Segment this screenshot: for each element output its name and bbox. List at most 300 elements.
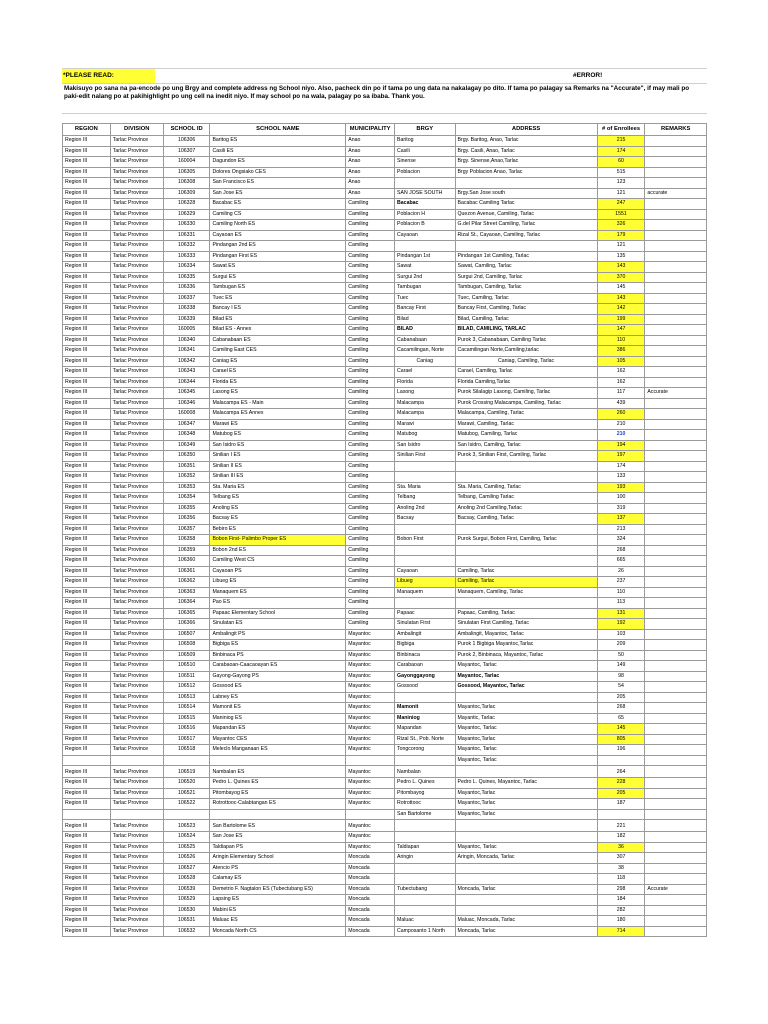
school-id-cell[interactable]: 106539 bbox=[163, 884, 210, 895]
region-cell[interactable]: Region III bbox=[63, 167, 111, 178]
brgy-cell[interactable]: Cabanabaan bbox=[395, 335, 455, 346]
school-id-cell[interactable]: 106360 bbox=[163, 556, 210, 567]
school-name-cell[interactable]: Sawat ES bbox=[210, 262, 346, 273]
division-cell[interactable]: Tarlac Province bbox=[110, 230, 163, 241]
school-name-cell[interactable]: Papaac Elementary School bbox=[210, 608, 346, 619]
address-cell[interactable]: Aringin, Moncada, Tarlac bbox=[455, 853, 597, 864]
remarks-cell[interactable] bbox=[645, 451, 707, 462]
school-id-cell[interactable]: 106507 bbox=[163, 629, 210, 640]
municipality-cell[interactable]: Camiling bbox=[346, 493, 395, 504]
brgy-cell[interactable]: Bacabac bbox=[395, 199, 455, 210]
division-cell[interactable]: Tarlac Province bbox=[110, 556, 163, 567]
school-id-cell[interactable]: 106308 bbox=[163, 178, 210, 189]
municipality-cell[interactable]: Anao bbox=[346, 157, 395, 168]
region-cell[interactable]: Region III bbox=[63, 440, 111, 451]
division-cell[interactable]: Tarlac Province bbox=[110, 874, 163, 885]
remarks-cell[interactable] bbox=[645, 346, 707, 357]
enrollees-cell[interactable]: 228 bbox=[597, 778, 645, 789]
address-cell[interactable]: Sinulatan First Camiling, Tarlac bbox=[455, 619, 597, 630]
enrollees-cell[interactable]: 184 bbox=[597, 895, 645, 906]
enrollees-cell[interactable]: 307 bbox=[597, 853, 645, 864]
enrollees-cell[interactable]: 54 bbox=[597, 682, 645, 693]
enrollees-cell[interactable]: 221 bbox=[597, 820, 645, 832]
remarks-cell[interactable] bbox=[645, 926, 707, 937]
municipality-cell[interactable]: Mayantoc bbox=[346, 799, 395, 810]
school-id-cell[interactable]: 106361 bbox=[163, 566, 210, 577]
school-name-cell[interactable]: Sinilian I ES bbox=[210, 451, 346, 462]
remarks-cell[interactable] bbox=[645, 650, 707, 661]
division-cell[interactable]: Tarlac Province bbox=[110, 440, 163, 451]
division-cell[interactable]: Tarlac Province bbox=[110, 514, 163, 525]
division-cell[interactable]: Tarlac Province bbox=[110, 388, 163, 399]
brgy-cell[interactable]: Libueg bbox=[395, 577, 455, 588]
region-cell[interactable]: Region III bbox=[63, 598, 111, 609]
school-id-cell[interactable]: 106352 bbox=[163, 472, 210, 483]
region-cell[interactable]: Region III bbox=[63, 556, 111, 567]
municipality-cell[interactable]: Moncada bbox=[346, 916, 395, 927]
division-cell[interactable]: Tarlac Province bbox=[110, 262, 163, 273]
remarks-cell[interactable] bbox=[645, 832, 707, 843]
enrollees-cell[interactable]: 142 bbox=[597, 304, 645, 315]
enrollees-cell[interactable]: 110 bbox=[597, 335, 645, 346]
remarks-cell[interactable] bbox=[645, 461, 707, 472]
region-cell[interactable]: Region III bbox=[63, 314, 111, 325]
school-id-cell[interactable]: 160004 bbox=[163, 157, 210, 168]
school-name-cell[interactable] bbox=[210, 809, 346, 820]
region-cell[interactable]: Region III bbox=[63, 671, 111, 682]
school-id-cell[interactable]: 106512 bbox=[163, 682, 210, 693]
school-id-cell[interactable]: 106330 bbox=[163, 220, 210, 231]
region-cell[interactable]: Region III bbox=[63, 788, 111, 799]
remarks-cell[interactable] bbox=[645, 262, 707, 273]
address-cell[interactable]: Purok Surgui, Bobon First, Camiling, Tarlac bbox=[455, 535, 597, 546]
please-read-cell[interactable]: *PLEASE READ: bbox=[62, 69, 155, 83]
school-id-cell[interactable]: 106351 bbox=[163, 461, 210, 472]
division-cell[interactable]: Tarlac Province bbox=[110, 272, 163, 283]
municipality-cell[interactable]: Camiling bbox=[346, 283, 395, 294]
enrollees-cell[interactable]: 38 bbox=[597, 863, 645, 874]
remarks-cell[interactable]: accurate bbox=[645, 188, 707, 199]
division-cell[interactable]: Tarlac Province bbox=[110, 587, 163, 598]
region-cell[interactable]: Region III bbox=[63, 703, 111, 714]
address-cell[interactable]: Ambalingit, Mayantoc, Tarlac bbox=[455, 629, 597, 640]
region-cell[interactable]: Region III bbox=[63, 566, 111, 577]
address-cell[interactable]: Mayantoc,Tarlac bbox=[455, 703, 597, 714]
remarks-cell[interactable] bbox=[645, 524, 707, 535]
brgy-cell[interactable]: Telbang bbox=[395, 493, 455, 504]
region-cell[interactable]: Region III bbox=[63, 430, 111, 441]
address-cell[interactable]: Gossood, Mayantoc, Tarlac bbox=[455, 682, 597, 693]
division-cell[interactable]: Tarlac Province bbox=[110, 178, 163, 189]
remarks-cell[interactable] bbox=[645, 146, 707, 157]
school-name-cell[interactable]: Camiling East CES bbox=[210, 346, 346, 357]
region-cell[interactable]: Region III bbox=[63, 650, 111, 661]
school-id-cell[interactable]: 106508 bbox=[163, 640, 210, 651]
school-id-cell[interactable]: 106531 bbox=[163, 916, 210, 927]
brgy-cell[interactable]: Carabaoan bbox=[395, 661, 455, 672]
address-cell[interactable]: Moncada, Tarlac bbox=[455, 926, 597, 937]
division-cell[interactable]: Tarlac Province bbox=[110, 724, 163, 735]
school-name-cell[interactable]: Maluac ES bbox=[210, 916, 346, 927]
school-name-cell[interactable]: Baritog ES bbox=[210, 136, 346, 147]
region-cell[interactable]: Region III bbox=[63, 241, 111, 252]
school-name-cell[interactable]: Tuec ES bbox=[210, 293, 346, 304]
school-name-cell[interactable]: Malacampa ES Annex bbox=[210, 409, 346, 420]
school-name-cell[interactable]: Pedro L. Quines ES bbox=[210, 778, 346, 789]
brgy-cell[interactable] bbox=[395, 832, 455, 843]
remarks-cell[interactable] bbox=[645, 577, 707, 588]
address-cell[interactable]: Quezon Avenue, Camiling, Tarlac bbox=[455, 209, 597, 220]
enrollees-cell[interactable]: 147 bbox=[597, 325, 645, 336]
brgy-cell[interactable]: Surgui 2nd bbox=[395, 272, 455, 283]
remarks-cell[interactable] bbox=[645, 493, 707, 504]
remarks-cell[interactable] bbox=[645, 853, 707, 864]
school-id-header[interactable]: SCHOOL ID bbox=[163, 124, 210, 136]
school-name-cell[interactable]: Aringin Elementary School bbox=[210, 853, 346, 864]
school-id-cell[interactable]: 106358 bbox=[163, 535, 210, 546]
brgy-cell[interactable] bbox=[395, 755, 455, 766]
brgy-cell[interactable]: Bigbiga bbox=[395, 640, 455, 651]
remarks-cell[interactable]: Accurate bbox=[645, 884, 707, 895]
brgy-cell[interactable]: Pitombayog bbox=[395, 788, 455, 799]
enrollees-cell[interactable]: 110 bbox=[597, 587, 645, 598]
remarks-cell[interactable] bbox=[645, 703, 707, 714]
region-cell[interactable]: Region III bbox=[63, 209, 111, 220]
remarks-cell[interactable] bbox=[645, 209, 707, 220]
school-id-cell[interactable]: 106523 bbox=[163, 820, 210, 832]
address-cell[interactable]: Purok 1 Bigbiga Mayantoc,Tarlac bbox=[455, 640, 597, 651]
school-name-cell[interactable]: Bobon 2nd ES bbox=[210, 545, 346, 556]
instructions-cell[interactable]: Makisuyo po sana na pa-encode po ung Brgy and complete address ng School niyo. Also, pacheck din po if tama po ung data na nakalagay po dito. If tama po palagay sa Remarks na "Accurate", if may mali po paki-edit nalang po at pakihighlight po ung cell na inedit niyo. If may school po na wala, palagay po sa ibaba. Thank you. bbox=[62, 84, 707, 114]
region-cell[interactable]: Region III bbox=[63, 619, 111, 630]
address-cell[interactable]: Rizal St., Cayaoan, Camiling, Tarlac bbox=[455, 230, 597, 241]
school-id-cell[interactable]: 106329 bbox=[163, 209, 210, 220]
school-name-cell[interactable]: San Jose ES bbox=[210, 188, 346, 199]
school-name-cell[interactable]: Manaquem ES bbox=[210, 587, 346, 598]
remarks-cell[interactable] bbox=[645, 356, 707, 367]
school-name-cell[interactable]: Caniag ES bbox=[210, 356, 346, 367]
school-name-cell[interactable]: Cabanabaan ES bbox=[210, 335, 346, 346]
remarks-cell[interactable] bbox=[645, 640, 707, 651]
address-cell[interactable] bbox=[455, 461, 597, 472]
enrollees-cell[interactable]: 209 bbox=[597, 640, 645, 651]
school-id-cell[interactable]: 106362 bbox=[163, 577, 210, 588]
enrollees-cell[interactable]: 26 bbox=[597, 566, 645, 577]
brgy-cell[interactable]: Sinilian First bbox=[395, 451, 455, 462]
school-name-header[interactable]: SCHOOL NAME bbox=[210, 124, 346, 136]
municipality-cell[interactable]: Camiling bbox=[346, 409, 395, 420]
brgy-cell[interactable] bbox=[395, 545, 455, 556]
brgy-cell[interactable]: Tongcorong bbox=[395, 745, 455, 756]
municipality-cell[interactable]: Mayantoc bbox=[346, 745, 395, 756]
region-cell[interactable]: Region III bbox=[63, 262, 111, 273]
school-name-cell[interactable]: Camiling CS bbox=[210, 209, 346, 220]
address-cell[interactable]: Mayantoc, Tarlac bbox=[455, 842, 597, 853]
division-cell[interactable]: Tarlac Province bbox=[110, 419, 163, 430]
brgy-cell[interactable]: Sawat bbox=[395, 262, 455, 273]
remarks-cell[interactable] bbox=[645, 283, 707, 294]
remarks-cell[interactable] bbox=[645, 482, 707, 493]
enrollees-cell[interactable]: 268 bbox=[597, 545, 645, 556]
address-cell[interactable]: BILAD, CAMILING, TARLAC bbox=[455, 325, 597, 336]
region-cell[interactable]: Region III bbox=[63, 409, 111, 420]
school-name-cell[interactable]: Calamay ES bbox=[210, 874, 346, 885]
address-cell[interactable] bbox=[455, 472, 597, 483]
region-cell[interactable]: Region III bbox=[63, 577, 111, 588]
municipality-cell[interactable]: Camiling bbox=[346, 230, 395, 241]
region-cell[interactable]: Region III bbox=[63, 682, 111, 693]
municipality-cell[interactable]: Mayantoc bbox=[346, 629, 395, 640]
division-cell[interactable]: Tarlac Province bbox=[110, 545, 163, 556]
remarks-cell[interactable] bbox=[645, 199, 707, 210]
remarks-cell[interactable] bbox=[645, 598, 707, 609]
address-cell[interactable]: Malacampa, Camiling, Tarlac bbox=[455, 409, 597, 420]
enrollees-cell[interactable]: 143 bbox=[597, 262, 645, 273]
enrollees-cell[interactable]: 197 bbox=[597, 451, 645, 462]
address-cell[interactable] bbox=[455, 692, 597, 703]
region-cell[interactable]: Region III bbox=[63, 713, 111, 724]
school-id-cell[interactable]: 106366 bbox=[163, 619, 210, 630]
municipality-cell[interactable]: Mayantoc bbox=[346, 842, 395, 853]
brgy-cell[interactable]: Maluac bbox=[395, 916, 455, 927]
school-name-cell[interactable]: Florida ES bbox=[210, 377, 346, 388]
municipality-cell[interactable]: Camiling bbox=[346, 251, 395, 262]
school-id-cell[interactable]: 106528 bbox=[163, 874, 210, 885]
school-id-cell[interactable]: 106305 bbox=[163, 167, 210, 178]
municipality-cell[interactable]: Moncada bbox=[346, 905, 395, 916]
division-cell[interactable]: Tarlac Province bbox=[110, 209, 163, 220]
school-id-cell[interactable]: 106530 bbox=[163, 905, 210, 916]
division-cell[interactable]: Tarlac Province bbox=[110, 926, 163, 937]
municipality-cell[interactable]: Moncada bbox=[346, 895, 395, 906]
region-cell[interactable]: Region III bbox=[63, 863, 111, 874]
brgy-cell[interactable]: Manaquem bbox=[395, 587, 455, 598]
brgy-cell[interactable]: Mamonit bbox=[395, 703, 455, 714]
school-name-cell[interactable]: Bancay I ES bbox=[210, 304, 346, 315]
address-cell[interactable]: Purok 3, Cabanabaan, Camiling Tarlac bbox=[455, 335, 597, 346]
remarks-cell[interactable] bbox=[645, 629, 707, 640]
municipality-cell[interactable]: Camiling bbox=[346, 545, 395, 556]
brgy-cell[interactable]: Gossood bbox=[395, 682, 455, 693]
region-cell[interactable]: Region III bbox=[63, 524, 111, 535]
division-cell[interactable] bbox=[110, 755, 163, 766]
division-cell[interactable]: Tarlac Province bbox=[110, 650, 163, 661]
region-cell[interactable]: Region III bbox=[63, 842, 111, 853]
remarks-cell[interactable] bbox=[645, 809, 707, 820]
region-cell[interactable]: Region III bbox=[63, 820, 111, 832]
enrollees-cell[interactable]: 182 bbox=[597, 832, 645, 843]
school-id-cell[interactable]: 106334 bbox=[163, 262, 210, 273]
division-cell[interactable]: Tarlac Province bbox=[110, 241, 163, 252]
school-name-cell[interactable]: Surgui ES bbox=[210, 272, 346, 283]
brgy-cell[interactable] bbox=[395, 556, 455, 567]
school-id-cell[interactable]: 106343 bbox=[163, 367, 210, 378]
school-id-cell[interactable]: 106339 bbox=[163, 314, 210, 325]
division-cell[interactable]: Tarlac Province bbox=[110, 713, 163, 724]
brgy-cell[interactable]: Rotrottooc bbox=[395, 799, 455, 810]
enrollees-cell[interactable]: 439 bbox=[597, 398, 645, 409]
region-cell[interactable]: Region III bbox=[63, 356, 111, 367]
division-cell[interactable]: Tarlac Province bbox=[110, 842, 163, 853]
school-name-cell[interactable]: Mapandan ES bbox=[210, 724, 346, 735]
region-cell[interactable]: Region III bbox=[63, 629, 111, 640]
school-id-cell[interactable]: 106335 bbox=[163, 272, 210, 283]
school-id-cell[interactable]: 106357 bbox=[163, 524, 210, 535]
brgy-cell[interactable]: Anoling 2nd bbox=[395, 503, 455, 514]
municipality-cell[interactable]: Camiling bbox=[346, 304, 395, 315]
address-cell[interactable]: Pindangan 1st Camiling, Tarlac bbox=[455, 251, 597, 262]
region-cell[interactable]: Region III bbox=[63, 325, 111, 336]
school-id-cell[interactable]: 106356 bbox=[163, 514, 210, 525]
school-name-cell[interactable]: Matubog ES bbox=[210, 430, 346, 441]
school-id-cell[interactable]: 106342 bbox=[163, 356, 210, 367]
municipality-cell[interactable]: Mayantoc bbox=[346, 734, 395, 745]
municipality-cell[interactable]: Mayantoc bbox=[346, 832, 395, 843]
municipality-cell[interactable]: Anao bbox=[346, 188, 395, 199]
address-cell[interactable]: Papaac, Camiling, Tarlac bbox=[455, 608, 597, 619]
school-id-cell[interactable]: 106309 bbox=[163, 188, 210, 199]
address-cell[interactable]: Pedro L. Quines, Mayantoc, Tarlac bbox=[455, 778, 597, 789]
address-cell[interactable] bbox=[455, 598, 597, 609]
address-cell[interactable]: Mayantoc, Tarlac bbox=[455, 745, 597, 756]
region-cell[interactable]: Region III bbox=[63, 895, 111, 906]
division-cell[interactable]: Tarlac Province bbox=[110, 220, 163, 231]
region-cell[interactable]: Region III bbox=[63, 884, 111, 895]
division-cell[interactable]: Tarlac Province bbox=[110, 251, 163, 262]
school-name-cell[interactable]: Sinilian III ES bbox=[210, 472, 346, 483]
remarks-cell[interactable] bbox=[645, 734, 707, 745]
school-name-cell[interactable]: San Francisco ES bbox=[210, 178, 346, 189]
region-cell[interactable]: Region III bbox=[63, 367, 111, 378]
school-name-cell[interactable]: San Bartolome ES bbox=[210, 820, 346, 832]
region-cell[interactable]: Region III bbox=[63, 283, 111, 294]
division-cell[interactable]: Tarlac Province bbox=[110, 692, 163, 703]
enrollees-cell[interactable]: 113 bbox=[597, 598, 645, 609]
brgy-cell[interactable]: BILAD bbox=[395, 325, 455, 336]
region-cell[interactable]: Region III bbox=[63, 304, 111, 315]
region-cell[interactable]: Region III bbox=[63, 461, 111, 472]
address-cell[interactable]: Mayantoc,Tarlac bbox=[455, 809, 597, 820]
municipality-cell[interactable]: Moncada bbox=[346, 884, 395, 895]
address-cell[interactable] bbox=[455, 556, 597, 567]
municipality-cell[interactable]: Camiling bbox=[346, 608, 395, 619]
municipality-cell[interactable]: Moncada bbox=[346, 874, 395, 885]
address-cell[interactable]: Camiling, Tarlac bbox=[455, 566, 597, 577]
division-cell[interactable]: Tarlac Province bbox=[110, 905, 163, 916]
municipality-cell[interactable]: Mayantoc bbox=[346, 703, 395, 714]
municipality-cell[interactable]: Camiling bbox=[346, 482, 395, 493]
brgy-cell[interactable] bbox=[395, 472, 455, 483]
school-name-cell[interactable]: Cayaoan PS bbox=[210, 566, 346, 577]
brgy-cell[interactable]: Tubectubang bbox=[395, 884, 455, 895]
enrollees-cell[interactable]: 199 bbox=[597, 314, 645, 325]
school-name-cell[interactable]: Demetrio F. Nagtalon ES (Tubectubang ES) bbox=[210, 884, 346, 895]
brgy-cell[interactable]: Sta. Maria bbox=[395, 482, 455, 493]
address-cell[interactable]: Brgy Poblacion Anao, Tarlac bbox=[455, 167, 597, 178]
school-name-cell[interactable]: Malacampa ES - Main bbox=[210, 398, 346, 409]
school-name-cell[interactable]: Binbinaca PS bbox=[210, 650, 346, 661]
school-name-cell[interactable]: Lapsing ES bbox=[210, 895, 346, 906]
school-id-cell[interactable]: 106336 bbox=[163, 283, 210, 294]
region-cell[interactable]: Region III bbox=[63, 905, 111, 916]
municipality-cell[interactable]: Mayantoc bbox=[346, 671, 395, 682]
address-cell[interactable]: Purok Crossing Malacampa, Camiling, Tarlac bbox=[455, 398, 597, 409]
division-cell[interactable]: Tarlac Province bbox=[110, 745, 163, 756]
school-name-cell[interactable]: Carabaoan-Caacaoayan ES bbox=[210, 661, 346, 672]
region-cell[interactable]: Region III bbox=[63, 335, 111, 346]
division-cell[interactable]: Tarlac Province bbox=[110, 820, 163, 832]
remarks-cell[interactable] bbox=[645, 272, 707, 283]
region-cell[interactable]: Region III bbox=[63, 178, 111, 189]
brgy-cell[interactable]: Caniag bbox=[395, 356, 455, 367]
enrollees-cell[interactable]: 196 bbox=[597, 745, 645, 756]
enrollees-cell[interactable]: 133 bbox=[597, 472, 645, 483]
school-name-cell[interactable]: Ambalingit PS bbox=[210, 629, 346, 640]
address-cell[interactable] bbox=[455, 874, 597, 885]
brgy-cell[interactable]: Carael bbox=[395, 367, 455, 378]
enrollees-cell[interactable] bbox=[597, 809, 645, 820]
school-name-cell[interactable]: Nambalan ES bbox=[210, 766, 346, 778]
school-id-cell[interactable]: 106353 bbox=[163, 482, 210, 493]
school-id-cell[interactable]: 106519 bbox=[163, 766, 210, 778]
region-cell[interactable]: Region III bbox=[63, 472, 111, 483]
school-id-cell[interactable]: 106521 bbox=[163, 788, 210, 799]
brgy-cell[interactable]: Cayaoan bbox=[395, 230, 455, 241]
brgy-cell[interactable]: San Bartolome bbox=[395, 809, 455, 820]
region-cell[interactable]: Region III bbox=[63, 724, 111, 735]
school-id-cell[interactable]: 106337 bbox=[163, 293, 210, 304]
school-name-cell[interactable]: Maniniog ES bbox=[210, 713, 346, 724]
enrollees-cell[interactable]: 1551 bbox=[597, 209, 645, 220]
municipality-cell[interactable]: Anao bbox=[346, 136, 395, 147]
enrollees-cell[interactable]: 137 bbox=[597, 514, 645, 525]
school-name-cell[interactable]: Camiling West CS bbox=[210, 556, 346, 567]
brgy-cell[interactable] bbox=[395, 178, 455, 189]
division-cell[interactable]: Tarlac Province bbox=[110, 799, 163, 810]
division-cell[interactable]: Tarlac Province bbox=[110, 788, 163, 799]
address-cell[interactable]: Maluac, Moncada, Tarlac bbox=[455, 916, 597, 927]
school-name-cell[interactable]: Taldiapan PS bbox=[210, 842, 346, 853]
region-cell[interactable]: Region III bbox=[63, 272, 111, 283]
school-id-cell[interactable]: 106510 bbox=[163, 661, 210, 672]
municipality-cell[interactable]: Mayantoc bbox=[346, 692, 395, 703]
address-cell[interactable]: Brgy. Casili, Anao, Tarlac bbox=[455, 146, 597, 157]
remarks-cell[interactable] bbox=[645, 472, 707, 483]
brgy-cell[interactable]: Aringin bbox=[395, 853, 455, 864]
brgy-cell[interactable]: Tambugan bbox=[395, 283, 455, 294]
municipality-cell[interactable]: Camiling bbox=[346, 209, 395, 220]
municipality-cell[interactable]: Mayantoc bbox=[346, 661, 395, 672]
school-name-cell[interactable]: Tambugan ES bbox=[210, 283, 346, 294]
division-cell[interactable]: Tarlac Province bbox=[110, 895, 163, 906]
region-cell[interactable]: Region III bbox=[63, 493, 111, 504]
enrollees-cell[interactable]: 247 bbox=[597, 199, 645, 210]
region-cell[interactable] bbox=[63, 809, 111, 820]
municipality-cell[interactable]: Camiling bbox=[346, 314, 395, 325]
region-cell[interactable]: Region III bbox=[63, 503, 111, 514]
municipality-cell[interactable]: Camiling bbox=[346, 367, 395, 378]
address-cell[interactable]: Bilad, Camiling, Tarlac bbox=[455, 314, 597, 325]
remarks-header[interactable]: REMARKS bbox=[645, 124, 707, 136]
remarks-cell[interactable] bbox=[645, 799, 707, 810]
school-id-cell[interactable]: 106347 bbox=[163, 419, 210, 430]
municipality-cell[interactable]: Moncada bbox=[346, 863, 395, 874]
division-cell[interactable]: Tarlac Province bbox=[110, 409, 163, 420]
school-id-cell[interactable]: 106341 bbox=[163, 346, 210, 357]
enrollees-cell[interactable]: 65 bbox=[597, 713, 645, 724]
brgy-cell[interactable]: Pindangan 1st bbox=[395, 251, 455, 262]
school-name-cell[interactable]: Lasong ES bbox=[210, 388, 346, 399]
